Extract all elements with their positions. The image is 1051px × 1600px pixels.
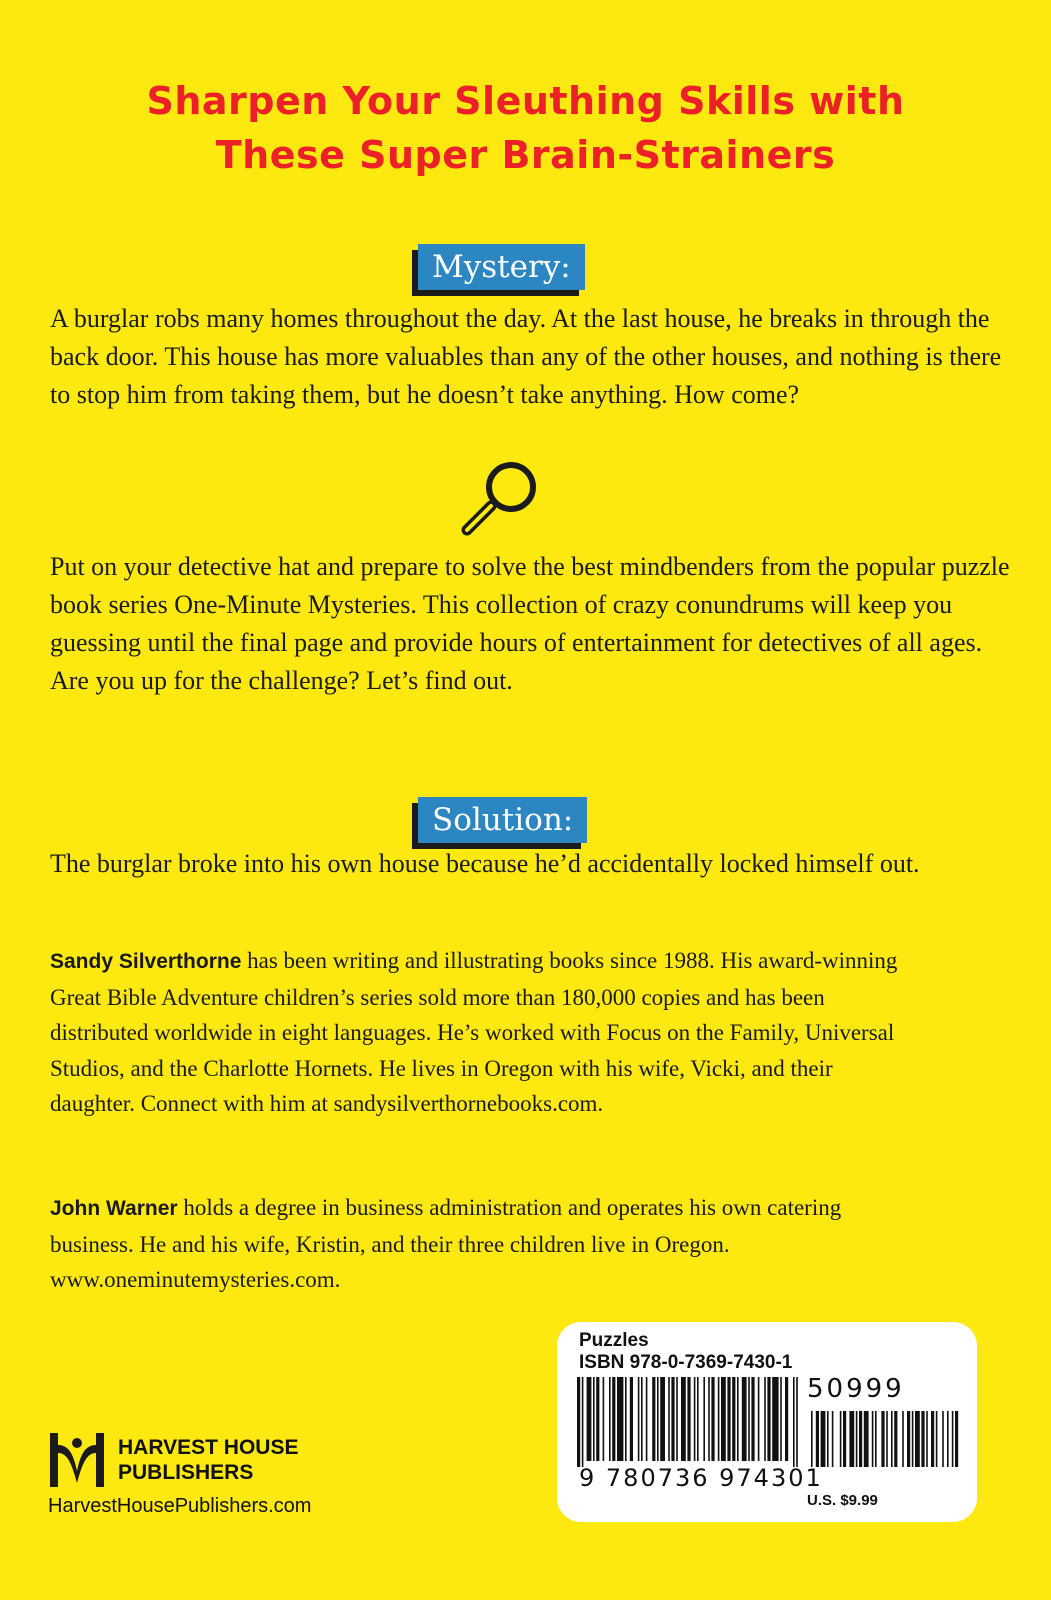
barcode-bar	[593, 1377, 595, 1461]
barcode-bar	[646, 1377, 648, 1461]
publisher	[48, 1431, 368, 1531]
headline-line-2: These Super Brain-Strainers	[215, 133, 836, 177]
barcode-addon-bar	[843, 1411, 846, 1467]
barcode-bar	[660, 1377, 665, 1461]
barcode-bar	[764, 1377, 766, 1461]
barcode-bar	[687, 1377, 690, 1461]
barcode-addon-bar	[832, 1411, 834, 1467]
barcode-addon-bar	[849, 1411, 854, 1467]
solution-label: Solution:	[418, 797, 587, 843]
barcode-bar	[721, 1377, 726, 1461]
barcode-addon-bar	[840, 1411, 842, 1467]
barcode-bar	[582, 1377, 584, 1467]
barcode-addon-bar	[811, 1411, 813, 1467]
barcode-bar	[703, 1377, 705, 1461]
headline	[0, 74, 1051, 182]
mystery-text: A burglar robs many homes throughout the day. At the last house, he breaks in through the back door. This house has more valuables than any of the other houses, and nothing is there to stop him from taking them, but he doesn’t take anything. How come?	[50, 304, 1002, 409]
barcode-addon-bar	[875, 1411, 877, 1467]
barcode-bar	[612, 1377, 615, 1461]
barcode-bar	[587, 1377, 592, 1461]
barcode-addon-bar	[891, 1411, 893, 1467]
barcode-bar	[711, 1377, 714, 1461]
barcode-bar	[652, 1377, 655, 1461]
intro-text: Put on your detective hat and prepare to solve the best mindbenders from the popular puzzle book series One-Minute Mysteries. This collection of crazy conundrums will keep you guessing until the final page and provide hours of entertainment for detectives of all ages. Are you up for the challenge? Let’s find out.	[50, 552, 1010, 695]
barcode-addon-bar	[859, 1411, 862, 1467]
barcode-addon-bar	[952, 1411, 954, 1467]
barcode-addon-bar	[816, 1411, 819, 1467]
barcode-addon-bar	[864, 1411, 869, 1467]
magnifying-glass-icon	[455, 460, 547, 542]
barcode-bar	[758, 1377, 760, 1461]
barcode-bar	[577, 1377, 580, 1467]
barcode-bar	[780, 1377, 782, 1461]
barcode-addon-bar	[872, 1411, 874, 1467]
mystery-label: Mystery:	[418, 244, 585, 290]
barcode-bar	[718, 1377, 720, 1461]
barcode-bar	[785, 1377, 788, 1461]
barcode-bar	[796, 1377, 798, 1467]
author-bio-john	[50, 1190, 920, 1298]
barcode-bar	[657, 1377, 659, 1461]
author-bio-text: has been writing and illustrating books since 1988. His award-winning Great Bible Adventure children’s series sold more than 180,000 copies and has been distributed worldwide in eight languages. He’s worked with Focus on the Family, Universal Studios, and the Charlotte Hornets. He lives in Oregon with his wife, Vicki, and their daughter. Connect with him at sandysilverthornebooks.com.	[50, 948, 898, 1116]
harvest-house-logo-icon	[48, 1431, 106, 1489]
barcode-addon-bar	[856, 1411, 858, 1467]
barcode-bar	[671, 1377, 674, 1461]
publisher-name-line-1: HARVEST HOUSE	[118, 1436, 299, 1459]
barcode-bar	[630, 1377, 633, 1461]
barcode-bar	[737, 1377, 739, 1461]
author-bio-sandy	[50, 943, 920, 1122]
barcode-addon-bar	[915, 1411, 920, 1467]
barcode-addon-digits: 50999	[807, 1374, 905, 1404]
barcode-bar	[751, 1377, 754, 1461]
barcode-addon-bar	[947, 1411, 949, 1467]
barcode-bar	[793, 1377, 795, 1467]
author-name: Sandy Silverthorne	[50, 950, 242, 973]
barcode-addon-bar	[894, 1411, 897, 1467]
barcode-category: Puzzles	[579, 1330, 649, 1351]
barcode-digits: 9 780736 974301	[579, 1464, 823, 1492]
barcode-addon-bar	[921, 1411, 924, 1467]
barcode-bar	[694, 1377, 696, 1461]
author-bio-text: holds a degree in business administration and operates his own catering business. He and his wife, Kristin, and their three children live in Oregon. www.oneminutemysteries.com.	[50, 1195, 842, 1292]
barcode-bar	[603, 1377, 605, 1461]
barcode-addon-bar	[942, 1411, 944, 1467]
barcode-bar	[772, 1377, 778, 1461]
barcode-addon-bar	[881, 1411, 884, 1467]
barcode-bar	[668, 1377, 670, 1461]
barcode-bar	[617, 1377, 623, 1461]
barcode-addon-bar	[827, 1411, 829, 1467]
barcode-bar	[638, 1377, 640, 1461]
barcode-addon-bar	[931, 1411, 934, 1467]
barcode-bar	[625, 1377, 627, 1461]
barcode-addon-bar	[926, 1411, 928, 1467]
barcode-addon-bar	[886, 1411, 888, 1467]
barcode-addon-bar	[936, 1411, 938, 1467]
barcode-bar	[697, 1377, 699, 1461]
solution-text: The burglar broke into his own house because he’d accidentally locked himself out.	[50, 849, 920, 878]
barcode-addon-bar	[821, 1411, 826, 1467]
publisher-name	[118, 1435, 298, 1485]
publisher-url: HarvestHousePublishers.com	[48, 1495, 312, 1517]
barcode-bar	[676, 1377, 678, 1461]
barcode-bar	[708, 1377, 710, 1461]
barcode-bar	[681, 1377, 686, 1461]
barcode-bar	[748, 1377, 750, 1461]
barcode-addon-bar	[912, 1411, 914, 1467]
barcode-addon-bar	[907, 1411, 910, 1467]
barcode-bar	[609, 1377, 611, 1461]
barcode-bar	[641, 1377, 643, 1461]
headline-line-1: Sharpen Your Sleuthing Skills with	[146, 79, 905, 123]
barcode-bar	[767, 1377, 770, 1461]
barcode-bar	[732, 1377, 735, 1461]
isbn-number: ISBN 978-0-7369-7430-1	[579, 1352, 793, 1373]
barcode-addon-bar	[955, 1411, 958, 1467]
barcode-bar	[742, 1377, 747, 1461]
barcode-box	[557, 1322, 977, 1522]
author-name: John Warner	[50, 1197, 178, 1220]
price: U.S. $9.99	[807, 1492, 878, 1509]
barcode-bar	[596, 1377, 599, 1461]
barcode-addon-bar	[902, 1411, 904, 1467]
publisher-name-line-2: PUBLISHERS	[118, 1461, 254, 1484]
barcode-bar	[727, 1377, 730, 1461]
